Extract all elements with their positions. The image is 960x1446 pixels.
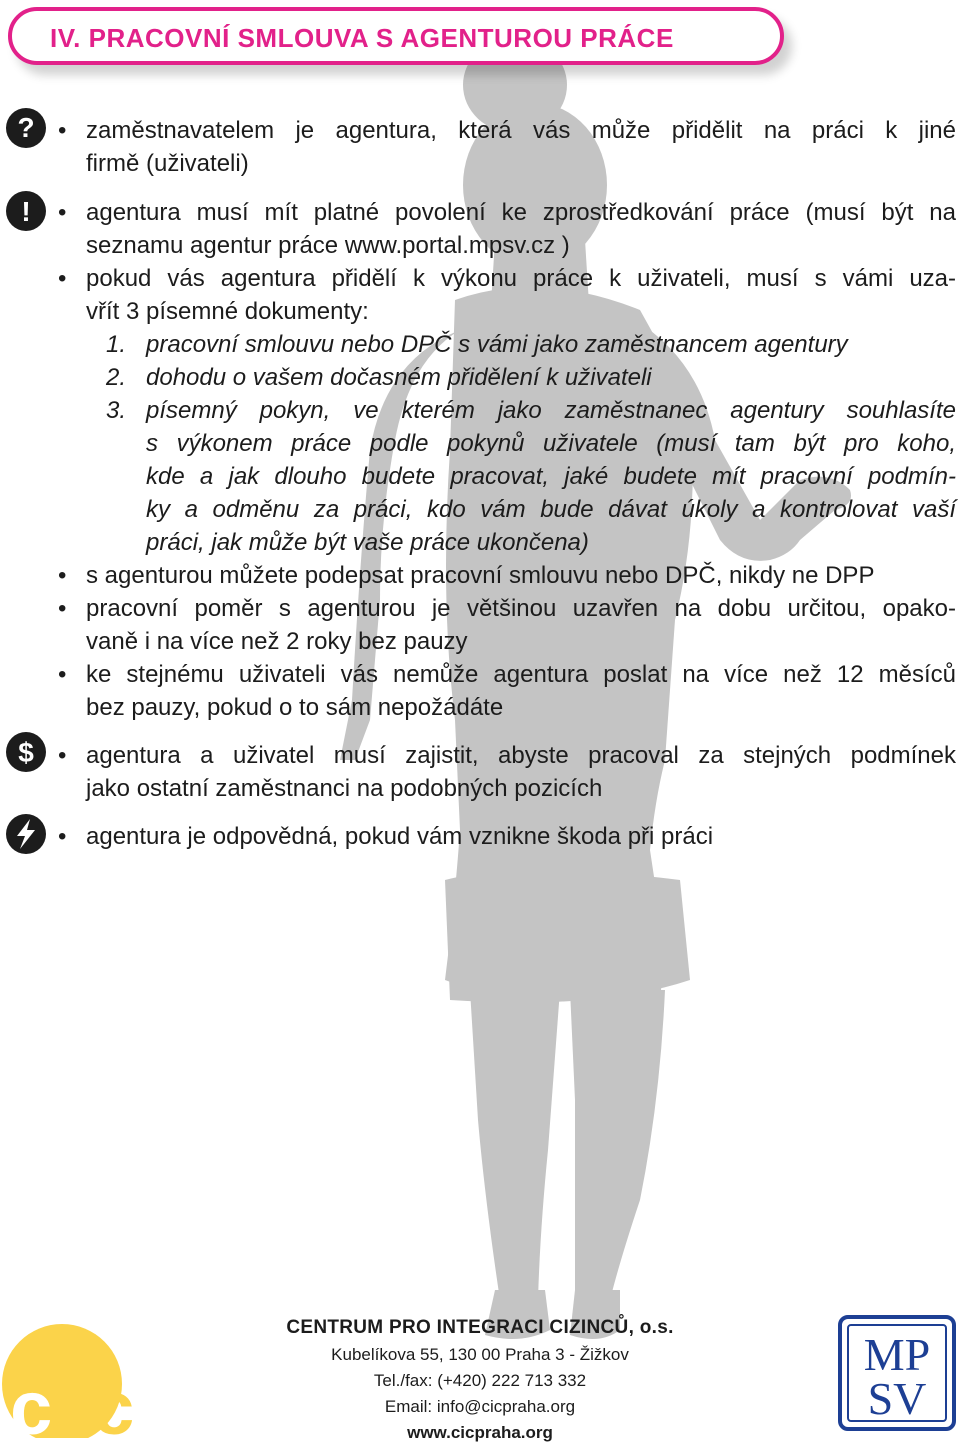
text-line: vřít 3 písemné dokumenty: bbox=[86, 298, 369, 325]
svg-text:?: ? bbox=[17, 112, 35, 143]
text-line: seznamu agentur práce www.portal.mpsv.cz ) bbox=[86, 232, 570, 259]
mpsv-logo-top: MP bbox=[863, 1329, 931, 1380]
text-line: bez pauzy, pokud o to sám nepožádáte bbox=[86, 694, 504, 721]
phone: Tel./fax: (+420) 222 713 332 bbox=[373, 1371, 587, 1390]
bullet: • bbox=[58, 265, 67, 292]
bullet: • bbox=[58, 595, 67, 622]
dollar-icon bbox=[5, 731, 47, 773]
lightning-icon bbox=[5, 813, 47, 855]
list-item-line: dohodu o vašem dočasném přidělení k uživateli bbox=[146, 364, 652, 391]
page-title: IV. PRACOVNÍ SMLOUVA S AGENTUROU PRÁCE bbox=[50, 23, 674, 53]
email: Email: info@cicpraha.org bbox=[384, 1397, 576, 1416]
title-banner bbox=[8, 7, 784, 65]
text-line: ke stejnému uživateli vás nemůže agentura poslat na více než 12 měsíců bbox=[86, 661, 956, 688]
cic-logo bbox=[0, 1312, 175, 1438]
text-line: agentura je odpovědná, pokud vám vznikne škoda při práci bbox=[86, 823, 714, 850]
svg-text:!: ! bbox=[21, 196, 31, 227]
bullet: • bbox=[58, 823, 67, 850]
list-item-line: práci, jak může být vaše práce ukončena) bbox=[146, 529, 589, 556]
question-icon bbox=[5, 107, 47, 149]
bullet: • bbox=[58, 199, 67, 226]
website-link[interactable]: www.cicpraha.org bbox=[407, 1423, 553, 1442]
org-name: CENTRUM PRO INTEGRACI CIZINCŮ, o.s. bbox=[286, 1317, 674, 1338]
list-item-line: ky a odměnu za práci, kdo vám bude dávat úkoly a kontrolovat vaší bbox=[146, 496, 956, 523]
text-line: agentura musí mít platné povolení ke zprostředkování práce (musí být na bbox=[86, 199, 956, 226]
bullet: • bbox=[58, 117, 67, 144]
svg-text:$: $ bbox=[18, 737, 34, 768]
footer bbox=[230, 1314, 730, 1446]
exclamation-icon bbox=[5, 190, 47, 232]
list-item-line: pracovní smlouvu nebo DPČ s vámi jako zaměstnancem agentury bbox=[146, 331, 848, 358]
list-number: 1. bbox=[106, 331, 127, 358]
text-line: agentura a uživatel musí zajistit, abyste pracoval za stejných podmínek bbox=[86, 742, 956, 769]
bullet: • bbox=[58, 661, 67, 688]
bullet: • bbox=[58, 742, 67, 769]
mpsv-logo bbox=[838, 1315, 956, 1431]
text-line: pokud vás agentura přidělí k výkonu práce k uživateli, musí s vámi uza- bbox=[86, 265, 956, 292]
text-line: zaměstnavatelem je agentura, která vás může přidělit na práci k jiné bbox=[86, 117, 956, 144]
cic-logo-c1: c bbox=[10, 1366, 53, 1438]
list-item-line: kde a jak dlouho budete pracovat, jaké budete mít pracovní podmín- bbox=[146, 463, 956, 490]
text-line: pracovní poměr s agenturou je většinou uzavřen na dobu určitou, opako- bbox=[86, 595, 956, 622]
text-line: vaně i na více než 2 roky bez pauzy bbox=[86, 628, 468, 655]
mpsv-logo-bottom: SV bbox=[867, 1373, 927, 1424]
list-number: 2. bbox=[106, 364, 127, 391]
cic-logo-c2: c bbox=[92, 1366, 135, 1438]
text-line: firmě (uživateli) bbox=[86, 150, 249, 177]
list-item-line: písemný pokyn, ve kterém jako zaměstnanec agentury souhlasíte bbox=[146, 397, 956, 424]
text-line: jako ostatní zaměstnanci na podobných pozicích bbox=[86, 775, 603, 802]
text-line: s agenturou můžete podepsat pracovní smlouvu nebo DPČ, nikdy ne DPP bbox=[86, 562, 875, 589]
bullet: • bbox=[58, 562, 67, 589]
list-item-line: s výkonem práce podle pokynů uživatele (musí tam být pro koho, bbox=[146, 430, 956, 457]
cic-logo-i: i bbox=[60, 1366, 82, 1438]
list-number: 3. bbox=[106, 397, 127, 424]
address: Kubelíkova 55, 130 00 Praha 3 - Žižkov bbox=[331, 1345, 629, 1364]
